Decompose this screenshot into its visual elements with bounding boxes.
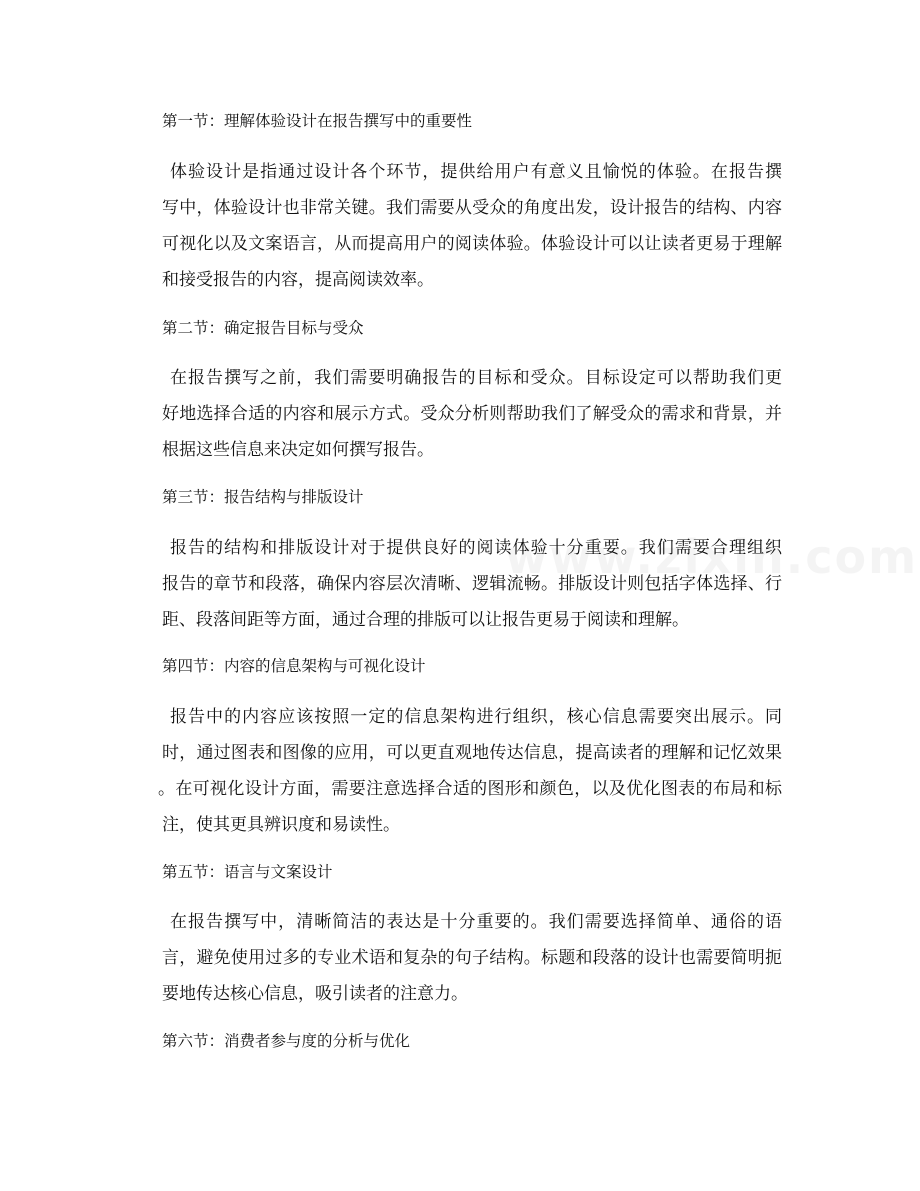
paragraph-line: 要地传达核心信息，吸引读者的注意力。	[162, 984, 468, 1004]
paragraph-line: 可视化以及文案语言，从而提高用户的阅读体验。体验设计可以让读者更易于理解	[162, 234, 782, 254]
section-4-paragraph	[158, 705, 782, 849]
section-5-paragraph	[162, 910, 782, 1018]
section-1-paragraph	[162, 160, 782, 304]
paragraph-line: 报告的章节和段落，确保内容层次清晰、逻辑流畅。排版设计则包括字体选择、行	[162, 574, 782, 594]
section-2-title: 第二节：确定报告目标与受众	[162, 319, 364, 337]
paragraph-line: 根据这些信息来决定如何撰写报告。	[162, 440, 434, 460]
paragraph-line: 。在可视化设计方面，需要注意选择合适的图形和颜色，以及优化图表的布局和标	[158, 779, 782, 799]
paragraph-line: 距、段落间距等方面，通过合理的排版可以让报告更易于阅读和理解。	[162, 610, 689, 630]
paragraph-line: 在报告撰写之前，我们需要明确报告的目标和受众。目标设定可以帮助我们更	[170, 368, 782, 388]
section-3-paragraph	[162, 536, 782, 644]
paragraph-line: 好地选择合适的内容和展示方式。受众分析则帮助我们了解受众的需求和背景，并	[162, 404, 782, 424]
paragraph-line: 写中，体验设计也非常关键。我们需要从受众的角度出发，设计报告的结构、内容	[162, 198, 782, 218]
section-4-title: 第四节：内容的信息架构与可视化设计	[162, 657, 426, 675]
paragraph-line: 报告的结构和排版设计对于提供良好的阅读体验十分重要。我们需要合理组织	[170, 538, 782, 558]
section-2-paragraph	[162, 366, 782, 474]
paragraph-line: 和接受报告的内容，提高阅读效率。	[162, 270, 434, 290]
section-1-title: 第一节：理解体验设计在报告撰写中的重要性	[162, 112, 473, 130]
paragraph-line: 时，通过图表和图像的应用，可以更直观地传达信息，提高读者的理解和记忆效果	[162, 743, 782, 763]
paragraph-line: 言，避免使用过多的专业术语和复杂的句子结构。标题和段落的设计也需要简明扼	[162, 948, 782, 968]
section-5-title: 第五节：语言与文案设计	[162, 863, 333, 881]
section-6-title: 第六节：消费者参与度的分析与优化	[162, 1032, 411, 1050]
paragraph-line: 在报告撰写中，清晰简洁的表达是十分重要的。我们需要选择简单、通俗的语	[170, 912, 782, 932]
paragraph-line: 报告中的内容应该按照一定的信息架构进行组织，核心信息需要突出展示。同	[170, 707, 782, 727]
paragraph-line: 体验设计是指通过设计各个环节，提供给用户有意义且愉悦的体验。在报告撰	[170, 162, 782, 182]
section-3-title: 第三节：报告结构与排版设计	[162, 488, 364, 506]
paragraph-line: 注，使其更具辨识度和易读性。	[162, 815, 400, 835]
